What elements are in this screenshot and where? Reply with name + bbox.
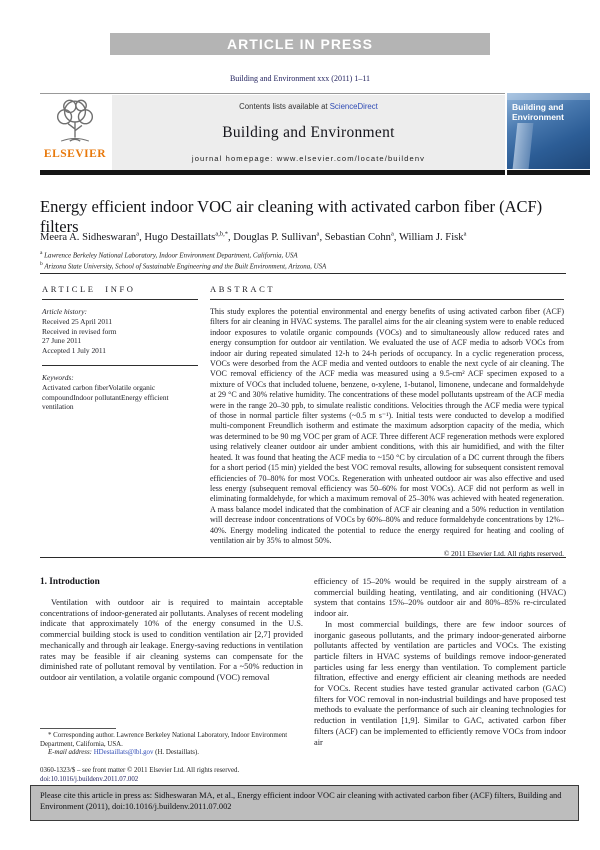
intro-right-column xyxy=(314,577,566,748)
email-label: E-mail address: xyxy=(48,749,92,757)
author: Sebastian Cohn$^a$, xyxy=(324,230,399,243)
contents-prefix: Contents lists available at xyxy=(239,102,330,111)
history-line: 27 June 2011 xyxy=(42,336,82,346)
elsevier-tree-icon xyxy=(40,96,110,148)
cover-journal-title: Building and Environment xyxy=(512,102,564,122)
elsevier-logo[interactable] xyxy=(40,96,110,170)
introduction-heading: 1. Introduction xyxy=(40,577,100,587)
header-top-rule xyxy=(40,93,505,94)
author: Douglas P. Sullivan$^a$, xyxy=(233,230,325,243)
journal-cover-thumbnail[interactable] xyxy=(507,93,590,169)
contents-line xyxy=(112,102,505,111)
keywords-text: Activated carbon fiberVolatile organic compoundIndoor pollutantEnergy efficient ventilation xyxy=(42,382,169,412)
abstract-bottom-rule xyxy=(40,557,566,558)
email-suffix: (H. Destaillats). xyxy=(153,749,199,757)
cover-top-strip xyxy=(507,93,590,100)
intro-paragraph: Ventilation with outdoor air is required to maintain acceptable concentrations of indoor-generated air pollutants. Analyses of recent modeling indicate that approximately 10% of the energy consumed in the U.S. commercial building stock is used to condition ventilation air [2,7] provided mechanically and through air leakage. Energy-saving reductions in ventilation rates may be feasible if air cleaning systems can compensate for the diminished rate of pollutant removal by ventilation. For a ~50% reduction in outdoor air ventilation, a volatile organic compound (VOC) removal xyxy=(40,598,303,682)
keywords-label: Keywords: xyxy=(42,372,74,382)
abstract-text: This study explores the potential environmental and energy benefits of using activated carbon fiber (ACF) filters for air cleaning in HVAC systems. The parallel aims for the air cleaning system were to enable reduced indoor exposures to volatile organic compounds (VOCs) and to simultaneously allow reduced rates and energy consumption for outdoor air ventilation. We evaluated the use of ACF media to adsorb VOCs from indoor air during repeated simulated 12-h to 24-h periods of occupancy. In a cyclic regeneration process, VOCs were desorbed from the ACF media and vented outdoors to enable the next cycle of air cleaning. The VOC removal efficiency of the ACF media was measured using a 9.5-cm² ACF specimen exposed to a mixture of VOCs that included toluene, benzene, o-xylene, 1-butanol, limonene, undecane and formaldehyde at 29 °C and 30% relative humidity. The concentrations of these model pollutants upstream of the ACF media were in the range 20–30 ppb, to simulate realistic conditions. Velocities through the ACF media were typical of those in normal particle filter systems (~0.5 m s⁻¹). Initial tests were conducted to develop a modified multi-component Freundlich isotherm and estimate the maximum adsorption capacity of the media, which was determined to be 90 mg VOC per gram of ACF. Three different ACF regeneration methods were explored using relatively cleaner outdoor air under ambient conditions, with this air humidified, and with the filter heated. It was found that heating the ACF media to ~150 °C by circulation of a DC current through the fibers for a short period (15 min) yielded the best VOC removal results, allowing for subsequent consistent removal efficiencies of 70–80% for most VOCs. Regeneration with unheated outdoor air was also effective and used less energy (subsequent removal efficiency was 50–60% for most VOCs). ACF did not perform as well in eliminating formaldehyde, for which a maximum removal of 25–30% was achieved with heated regeneration. A mass balance model indicated that the combination of ACF air cleaning and a 50% reduction in ventilation will decrease indoor concentrations of VOCs by 60%–80% and reduce formaldehyde concentrations by 12%–40%. Energy modeling indicated the potential to reduce the energy required for heating and cooling of ventilation air by 35% to almost 50%. xyxy=(210,307,564,545)
copyright-line: © 2011 Elsevier Ltd. All rights reserved. xyxy=(443,549,564,559)
affiliations xyxy=(40,249,568,272)
abstract-column xyxy=(210,284,564,558)
footnote-block xyxy=(40,728,303,785)
elsevier-wordmark: ELSEVIER xyxy=(43,148,107,160)
article-info-heading: ARTICLE INFO xyxy=(42,284,136,294)
email-line xyxy=(40,749,303,758)
history-label: Article history: xyxy=(42,307,87,316)
intro-paragraph: In most commercial buildings, there are few indoor sources of inorganic gaseous pollutants, and the primary indoor-generated airborne pollutants affected by ventilation are particles and VOCs. The existing particle filters in HVAC systems of buildings remove indoor-generated particles using far less energy than ventilation. To complement particle filtration, effective and energy efficient air cleaning methods are needed for VOCs. Recent studies have tested granular activated carbon (GAC) filters for VOC removal in non-industrial buildings and have proposed test methods to evaluate the performance of such air cleaning technologies for reduction in ventilation [1,9]. Similar to GAC, activated carbon fiber filters (ACF) can be implemented to efficiently remove VOCs from indoor air xyxy=(314,619,566,747)
history-line: Received 25 April 2011 xyxy=(42,316,113,326)
article-history xyxy=(42,307,198,356)
intro-left-column xyxy=(40,577,303,684)
sciencedirect-link[interactable]: ScienceDirect xyxy=(329,102,378,111)
journal-homepage-link[interactable]: journal homepage: www.elsevier.com/locate/buildenv xyxy=(191,154,426,163)
issn-line: 0360-1323/$ – see front matter © 2011 Elsevier Ltd. All rights reserved. xyxy=(40,767,240,775)
affiliation: $^b$ Arizona State University, School of Sustainable Engineering and the Built Environment, Arizona, USA xyxy=(40,261,327,271)
title-block-rule xyxy=(40,273,566,274)
abstract-heading: ABSTRACT xyxy=(210,284,276,294)
journal-citation-line: Building and Environment xxx (2011) 1–11 xyxy=(229,74,371,83)
article-in-press-banner: ARTICLE IN PRESS xyxy=(110,33,490,55)
footnote-rule xyxy=(40,728,116,729)
keywords-block xyxy=(42,373,198,412)
cover-bottom-rule xyxy=(507,170,590,175)
keywords-rule xyxy=(42,365,198,366)
article-info-column xyxy=(42,284,198,412)
intro-paragraph: efficiency of 15–20% would be required in the supply airstream of a commercial building heating, ventilating, and air conditioning (HVAC) system that contains 15%–20% outdoor air and 80%–85% re-circulated indoor air. xyxy=(314,577,566,619)
history-line: Accepted 1 July 2011 xyxy=(42,346,106,356)
doi-link[interactable]: doi:10.1016/j.buildenv.2011.07.002 xyxy=(40,775,139,783)
author: Hugo Destaillats$^{a,b,*}$, xyxy=(144,230,234,243)
cover-building-image xyxy=(513,123,534,169)
email-link[interactable]: HDestaillats@lbl.gov xyxy=(91,749,154,757)
masthead-bottom-rule xyxy=(40,170,505,175)
author-line xyxy=(40,230,568,243)
author: William J. Fisk$^a$ xyxy=(398,230,467,243)
article-info-rule xyxy=(42,299,198,300)
history-line: Received in revised form xyxy=(42,326,117,336)
journal-masthead xyxy=(112,95,505,171)
affiliation: $^a$ Lawrence Berkeley National Laboratory, Indoor Environment Department, California, USA xyxy=(40,250,298,260)
journal-title: Building and Environment xyxy=(222,123,395,141)
corresponding-author-note: * Corresponding author. Lawrence Berkeley National Laboratory, Indoor Environment Department, California, USA. xyxy=(40,732,288,748)
abstract-rule xyxy=(210,299,564,300)
author: Meera A. Sidheswaran$^a$, xyxy=(40,230,145,243)
paper-title: Energy efficient indoor VOC air cleaning with activated carbon fiber (ACF) filters xyxy=(40,197,543,236)
please-cite-text: Please cite this article in press as: Sidheswaran MA, et al., Energy efficient indoor VOC air cleaning with activated carbon fiber (ACF) filters, Building and Environment (2011), doi:10.1016/j.buildenv.2011.07.002 xyxy=(40,791,562,811)
please-cite-box xyxy=(30,785,579,821)
